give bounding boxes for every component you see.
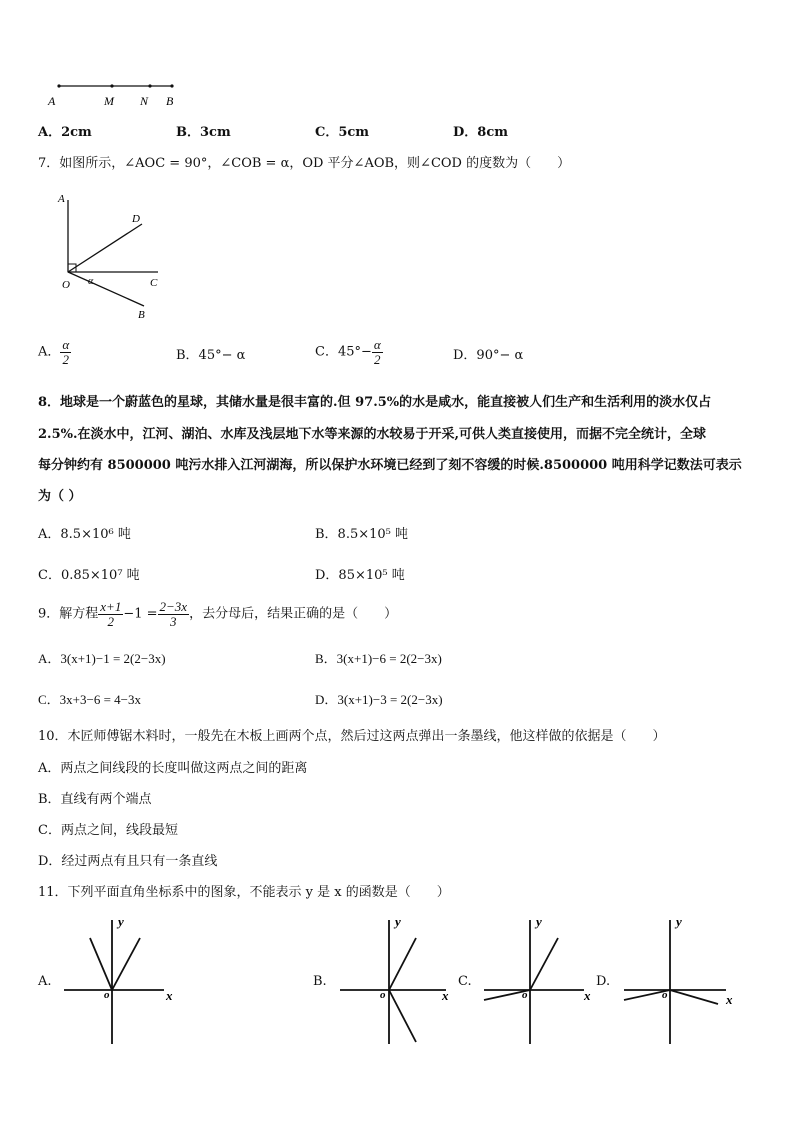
q9-option-c[interactable]: C．3x+3−6 = 4−3x [38,692,141,707]
q7-option-d[interactable]: D．90°− α [453,348,524,363]
q7-label-d: D [132,213,140,225]
q6-option-c[interactable]: C．5cm [315,125,370,140]
q7-label-alpha: α [88,276,94,287]
q7-option-c[interactable] [315,338,383,367]
q11-option-b-label[interactable]: B. [313,974,327,989]
point-label-b: B [166,94,174,108]
q9-stem [38,600,397,629]
q6-option-d[interactable]: D．8cm [453,125,508,140]
q7-label-a: A [58,193,65,205]
q11-b-axis-y: y [395,914,401,929]
q11-graph-c[interactable] [480,912,605,1050]
q11-b-origin: o [380,989,386,1001]
q7-option-a-den: 2 [62,352,70,367]
q10-option-b[interactable]: B．直线有两个端点 [38,792,152,807]
q8-line-3: 每分钟约有 8500000 吨污水排入江河湖海，所以保护水环境已经到了刻不容缓的时候.8500000 吨用科学记数法可表示 [38,458,742,473]
q9-frac2-den: 3 [170,614,177,629]
q8-line-1: 8．地球是一个蔚蓝色的星球，其储水量是很丰富的.但 97.5%的水是咸水，能直接被人们生产和生活利用的淡水仅占 [38,395,712,410]
q10-option-c[interactable]: C．两点之间，线段最短 [38,823,178,838]
q7-label-c: C [150,277,158,289]
q11-c-origin: o [522,989,528,1001]
segment-diagram [40,78,190,112]
q7-option-c-num: α [373,337,381,352]
q11-b-axis-x: x [442,988,449,1003]
q11-option-d-label[interactable]: D. [596,974,611,989]
q11-d-origin: o [662,989,668,1001]
q6-option-b[interactable]: B．3cm [176,125,231,140]
q11-c-axis-y: y [536,914,542,929]
q9-frac2-num: 2−3x [159,599,188,614]
q11-a-axis-x: x [166,988,173,1003]
q7-option-b[interactable]: B．45°− α [176,348,246,363]
q7-option-c-prefix: C．45°− [315,344,372,360]
q7-angle-figure [50,188,170,320]
q9-stem-suffix: ，去分母后，结果正确的是（ ） [189,606,398,622]
q9-option-a[interactable]: A．3(x+1)−1 = 2(2−3x) [38,651,166,666]
q7-option-c-den: 2 [374,352,381,367]
q8-line-2: 2.5%.在淡水中，江河、湖泊、水库及浅层地下水等来源的水较易于开采,可供人类直接使用，而据不完全统计，全球 [38,427,707,442]
q10-option-d[interactable]: D．经过两点有且只有一条直线 [38,854,218,869]
q7-label-b: B [138,309,145,320]
q7-option-a[interactable] [38,338,71,367]
q11-c-axis-x: x [584,988,591,1003]
q11-graph-a[interactable] [60,912,185,1050]
q8-option-c[interactable]: C．0.85×10⁷ 吨 [38,568,140,583]
q9-frac1-num: x+1 [100,599,122,614]
point-label-n: N [140,94,149,108]
point-label-m: M [104,94,114,108]
q11-option-c-label[interactable]: C. [458,974,472,989]
q11-d-axis-y: y [676,914,682,929]
q9-option-b[interactable]: B．3(x+1)−6 = 2(2−3x) [315,651,442,666]
q11-option-a-label[interactable]: A. [38,974,52,989]
q9-stem-mid: −1 = [123,606,158,622]
q8-line-4: 为（ ） [38,489,82,504]
q9-stem-prefix: 9．解方程 [38,606,99,622]
q10-stem: 10．木匠师傅锯木料时，一般先在木板上画两个点，然后过这两点弹出一条墨线，他这样做的依据是（ ） [38,729,666,744]
q11-d-axis-x: x [726,992,733,1007]
q6-option-a[interactable]: A．2cm [38,125,92,140]
q11-graph-b[interactable] [336,912,461,1050]
q8-option-d[interactable]: D．85×10⁵ 吨 [315,568,405,583]
q7-option-a-prefix: A． [38,344,61,360]
point-label-a: A [48,94,56,108]
q11-a-axis-y: y [118,914,124,929]
q11-stem: 11．下列平面直角坐标系中的图象，不能表示 y 是 x 的函数是（ ） [38,885,450,900]
q11-a-origin: o [104,989,110,1001]
q11-graph-d[interactable] [620,912,745,1050]
q8-option-b[interactable]: B．8.5×10⁵ 吨 [315,527,409,542]
q7-option-a-num: α [62,337,70,352]
q8-option-a[interactable]: A．8.5×10⁶ 吨 [38,527,131,542]
q10-option-a[interactable]: A．两点之间线段的长度叫做这两点之间的距离 [38,761,308,776]
q7-label-o: O [62,279,70,291]
q9-option-d[interactable]: D．3(x+1)−3 = 2(2−3x) [315,692,443,707]
q9-frac1-den: 2 [107,614,115,629]
q7-stem: 7．如图所示，∠AOC = 90°，∠COB = α，OD 平分∠AOB，则∠COD 的度数为（ ） [38,156,571,171]
